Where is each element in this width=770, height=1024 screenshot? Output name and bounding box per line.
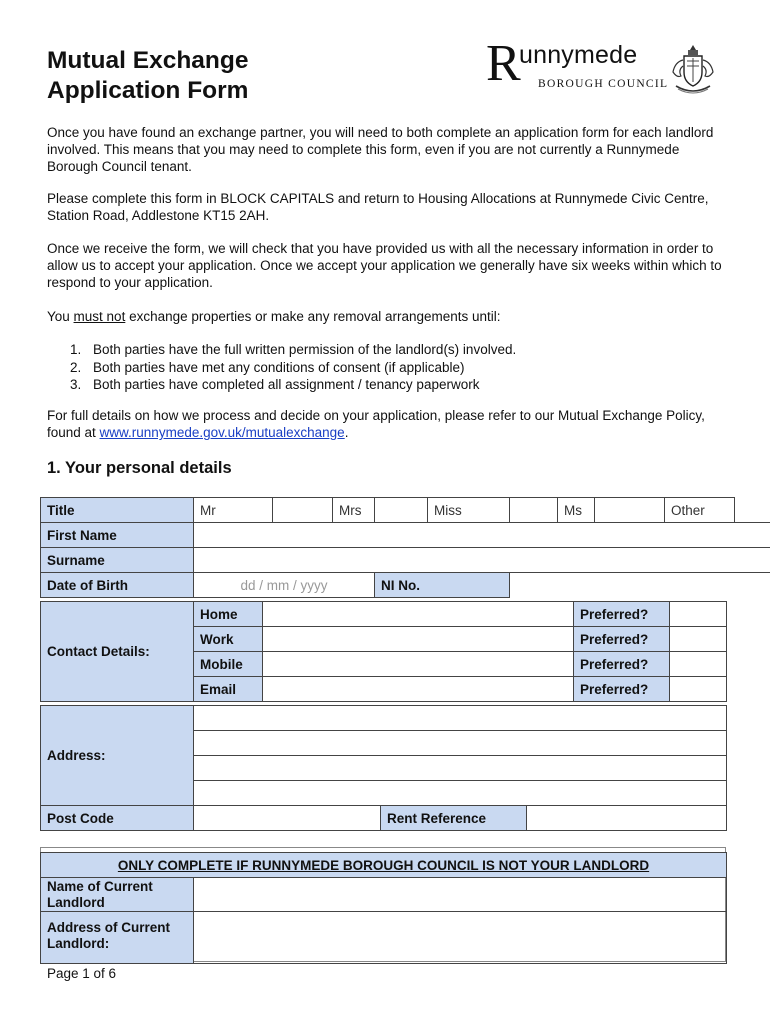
address-line-3-field[interactable] bbox=[194, 756, 727, 781]
p4-suffix: exchange properties or make any removal arrangements until: bbox=[125, 309, 501, 324]
landlord-banner: ONLY COMPLETE IF RUNNYMEDE BOROUGH COUNCIL IS NOT YOUR LANDLORD bbox=[41, 853, 727, 878]
address-row bbox=[41, 706, 727, 731]
landlord-name-label: Name of Current Landlord bbox=[41, 878, 194, 912]
list-item: 3. Both parties have completed all assignment / tenancy paperwork bbox=[70, 377, 480, 392]
email-preferred-checkbox[interactable] bbox=[670, 677, 727, 702]
title-option-other: Other bbox=[665, 498, 735, 523]
address-line-2-field[interactable] bbox=[194, 731, 727, 756]
work-phone-field[interactable] bbox=[263, 627, 574, 652]
title-option-miss: Miss bbox=[428, 498, 510, 523]
dob-field[interactable]: dd / mm / yyyy bbox=[194, 573, 375, 598]
conditions-list bbox=[70, 341, 516, 394]
intro-paragraph-2: Please complete this form in BLOCK CAPITALS and return to Housing Allocations at Runnymede Civic Centre, Station Road, Addlestone KT15 2AH. bbox=[47, 191, 709, 223]
p5-suffix: . bbox=[344, 425, 349, 440]
section-heading-personal-details: 1. Your personal details bbox=[47, 459, 232, 477]
postcode-field[interactable] bbox=[194, 806, 381, 831]
title-line-2: Application Form bbox=[47, 77, 249, 104]
title-line-1: Mutual Exchange bbox=[47, 47, 249, 74]
preferred-label: Preferred? bbox=[574, 652, 670, 677]
ni-field[interactable] bbox=[510, 573, 770, 598]
work-preferred-checkbox[interactable] bbox=[670, 627, 727, 652]
home-phone-field[interactable] bbox=[263, 602, 574, 627]
contact-type-label: Email bbox=[194, 677, 263, 702]
dob-row bbox=[41, 573, 770, 598]
dob-label: Date of Birth bbox=[41, 573, 194, 598]
contact-type-label: Home bbox=[194, 602, 263, 627]
rent-reference-label: Rent Reference bbox=[381, 806, 527, 831]
postcode-label: Post Code bbox=[41, 806, 194, 831]
logo-name: unnymede bbox=[519, 41, 638, 69]
logo-initial: R bbox=[486, 35, 521, 92]
mobile-phone-field[interactable] bbox=[263, 652, 574, 677]
list-item: 1. Both parties have the full written permission of the landlord(s) involved. bbox=[70, 342, 517, 357]
list-item: 2. Both parties have met any conditions of consent (if applicable) bbox=[70, 359, 465, 375]
contact-details-table bbox=[40, 601, 727, 702]
rent-reference-field[interactable] bbox=[527, 806, 727, 831]
home-preferred-checkbox[interactable] bbox=[670, 602, 727, 627]
intro-paragraph-1: Once you have found an exchange partner, you will need to both complete an application form for each landlord involved. This means that you may need to complete this form, even if you are not currently a Runnymede Borough Council tenant. bbox=[47, 125, 714, 174]
surname-label: Surname bbox=[41, 548, 194, 573]
intro-paragraph-4 bbox=[47, 308, 727, 325]
p4-prefix: You bbox=[47, 309, 74, 324]
surname-field[interactable] bbox=[194, 548, 770, 573]
mobile-preferred-checkbox[interactable] bbox=[670, 652, 727, 677]
intro-paragraph-3: Once we receive the form, we will check that you have provided us with all the necessary information in order to allow us to accept your application. Once we accept your application we generally have six weeks within which to respond to your application. bbox=[47, 241, 722, 290]
intro-paragraph-5 bbox=[47, 407, 727, 441]
contact-type-label: Mobile bbox=[194, 652, 263, 677]
title-other-field[interactable] bbox=[735, 498, 770, 523]
p4-emphasis: must not bbox=[73, 309, 126, 324]
logo-subtitle: BOROUGH COUNCIL bbox=[538, 78, 669, 90]
title-checkbox-mr[interactable] bbox=[273, 498, 333, 523]
postcode-row bbox=[41, 806, 727, 831]
landlord-address-row bbox=[41, 912, 727, 964]
contact-row-home bbox=[41, 602, 727, 627]
title-checkbox-miss[interactable] bbox=[510, 498, 558, 523]
first-name-row bbox=[41, 523, 770, 548]
title-option-ms: Ms bbox=[558, 498, 595, 523]
address-table bbox=[40, 705, 727, 831]
title-checkbox-mrs[interactable] bbox=[375, 498, 428, 523]
title-option-mr: Mr bbox=[194, 498, 273, 523]
policy-link[interactable]: www.runnymede.gov.uk/mutualexchange bbox=[99, 425, 345, 440]
personal-details-table bbox=[40, 497, 770, 598]
landlord-address-field[interactable] bbox=[194, 912, 727, 964]
condition-text: Both parties have met any conditions of consent (if applicable) bbox=[93, 359, 465, 375]
email-field[interactable] bbox=[263, 677, 574, 702]
contact-type-label: Work bbox=[194, 627, 263, 652]
preferred-label: Preferred? bbox=[574, 602, 670, 627]
address-label: Address: bbox=[41, 706, 194, 806]
page-title bbox=[47, 46, 248, 106]
condition-text: Both parties have the full written permission of the landlord(s) involved. bbox=[93, 342, 517, 357]
preferred-label: Preferred? bbox=[574, 627, 670, 652]
title-option-mrs: Mrs bbox=[333, 498, 375, 523]
title-row bbox=[41, 498, 770, 523]
title-label: Title bbox=[41, 498, 194, 523]
landlord-table bbox=[40, 852, 727, 964]
council-logo bbox=[486, 35, 722, 100]
p5-prefix: For full details on how we process and decide on your application, please refer to our Mutual Exchange Policy, found at bbox=[47, 408, 705, 440]
landlord-name-field[interactable] bbox=[194, 878, 727, 912]
coat-of-arms-icon bbox=[666, 42, 720, 98]
address-line-4-field[interactable] bbox=[194, 781, 727, 806]
page-number: Page 1 of 6 bbox=[47, 966, 117, 981]
first-name-field[interactable] bbox=[194, 523, 770, 548]
title-checkbox-ms[interactable] bbox=[595, 498, 665, 523]
address-line-1-field[interactable] bbox=[194, 706, 727, 731]
landlord-banner-row bbox=[41, 853, 727, 878]
landlord-name-row bbox=[41, 878, 727, 912]
landlord-address-label: Address of Current Landlord: bbox=[41, 912, 194, 964]
ni-label: NI No. bbox=[375, 573, 510, 598]
contact-details-label: Contact Details: bbox=[41, 602, 194, 702]
condition-text: Both parties have completed all assignment / tenancy paperwork bbox=[93, 377, 480, 392]
surname-row bbox=[41, 548, 770, 573]
preferred-label: Preferred? bbox=[574, 677, 670, 702]
first-name-label: First Name bbox=[41, 523, 194, 548]
